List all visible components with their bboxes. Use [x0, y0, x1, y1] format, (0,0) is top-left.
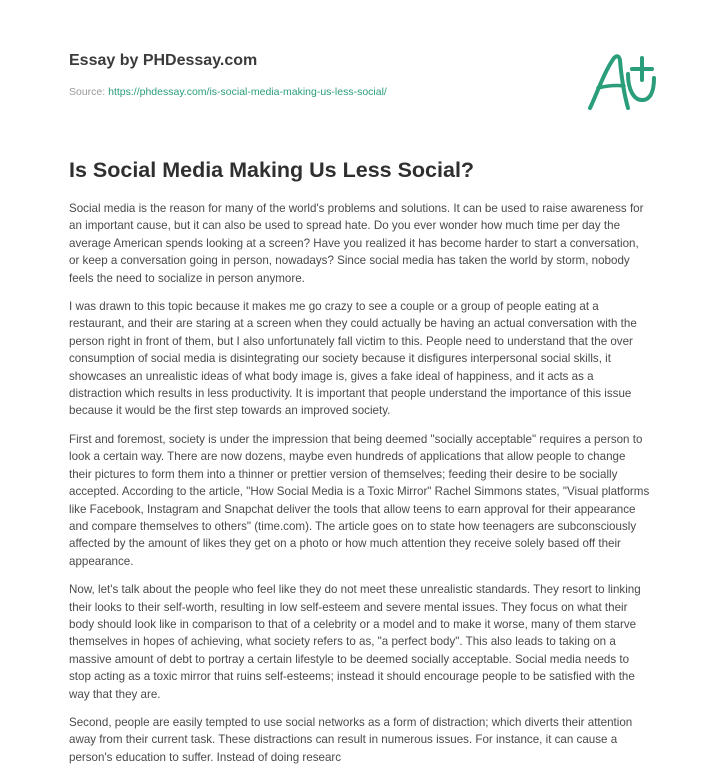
paragraph-line: their pictures to form them into a thinner or prettier version of themselves; feeding their desire to be socially — [69, 467, 618, 481]
paragraph-line: consumption of social media is disintegrating our society because it disfigures interpersonal social skills, it — [69, 352, 611, 366]
paragraph-line: like Facebook, Instagram and Snapchat deliver the tools that allow teens to earn approval for their appearance — [69, 502, 636, 516]
source-line — [69, 86, 387, 98]
essay-paragraph — [69, 431, 669, 570]
paragraph-line: an important cause, but it can also be used to spread hate. Do you ever wonder how much time per day the — [69, 219, 621, 233]
paragraph-line: First and foremost, society is under the impression that being deemed "socially acceptable" requires a person to — [69, 432, 643, 446]
source-label: Source: — [69, 86, 106, 98]
paragraph-line: appearance. — [69, 554, 134, 568]
paragraph-line: restaurant, and their are staring at a screen when they could actually be having an actual conversation with the — [69, 317, 637, 331]
paragraph-line: distraction which results in less productivity. It is important that people understand the importance of this issue — [69, 387, 632, 401]
source-link[interactable]: https://phdessay.com/is-social-media-making-us-less-social/ — [108, 86, 387, 98]
paragraph-line: Second, people are easily tempted to use social networks as a form of distraction; which diverts their attention — [69, 715, 633, 729]
paragraph-line: and compare themselves to others" (time.com). The article goes on to state how teenagers are subconsciously — [69, 519, 637, 533]
paragraph-line: stop acting as a toxic mirror that ruins self-esteems; instead it should encourage people to be satisfied with the — [69, 670, 635, 684]
paragraph-line: I was drawn to this topic because it makes me go crazy to see a couple or a group of people eating at a — [69, 300, 599, 314]
essay-paragraph — [69, 298, 669, 420]
paragraph-line: their looks to their self-worth, resulting in low self-esteem and severe mental issues. They focus on what their — [69, 600, 628, 614]
paragraph-line: feels the need to socialize in person anymore. — [69, 271, 305, 285]
paragraph-line: accepted. According to the article, "How Social Media is a Toxic Mirror" Rachel Simmons states, "Visual platforms — [69, 485, 650, 499]
paragraph-line: affected by the amount of likes they get on a photo or how much attention they receive solely based off their — [69, 537, 621, 551]
paragraph-line: themselves in hopes of achieving, what society refers to as, "a perfect body". This also leads to taking on a — [69, 635, 616, 649]
paragraph-line: Social media is the reason for many of the world's problems and solutions. It can be used to raise awareness for — [69, 202, 644, 215]
essay-paragraph — [69, 581, 669, 703]
paragraph-line: away from their current task. These distractions can result in numerous issues. For instance, it can cause a — [69, 733, 618, 747]
paragraph-line: body should look like in comparison to that of a celebrity or a model and to make it worse, many of them starve — [69, 617, 637, 631]
paragraph-line: way that they are. — [69, 687, 161, 701]
paragraph-line: massive amount of debt to portray a certain lifestyle to be deemed socially acceptable. Social media needs to — [69, 652, 630, 666]
site-header-title: Essay by PHDessay.com — [69, 52, 258, 69]
essay-paragraph — [69, 714, 669, 766]
paragraph-line: Now, let's talk about the people who feel like they do not meet these unrealistic standards. They resort to linking — [69, 583, 641, 597]
paragraph-line: because it would be the first step towards an improved society. — [69, 404, 391, 418]
essay-body — [69, 200, 669, 777]
essay-paragraph — [69, 200, 669, 287]
paragraph-line: average American spends looking at a screen? Have you realized it has become harder to start a conversation, — [69, 236, 639, 250]
paragraph-line: person's education to suffer. Instead of doing researc — [69, 750, 342, 764]
paragraph-line: look a certain way. There are now dozens, maybe even hundreds of applications that allow people to change — [69, 450, 626, 464]
a-plus-logo-icon — [584, 50, 658, 114]
essay-title: Is Social Media Making Us Less Social? — [69, 158, 475, 182]
paragraph-line: showcases an unrealistic ideas of what body image is, gives a fake ideal of happiness, and it acts as a — [69, 369, 594, 383]
paragraph-line: or keep a conversation going in person, nowadays? Since social media has taken the world by storm, nobody — [69, 254, 630, 268]
paragraph-line: person right in front of them, but I also unfortunately fall victim to this. People need to understand that the over — [69, 334, 633, 348]
